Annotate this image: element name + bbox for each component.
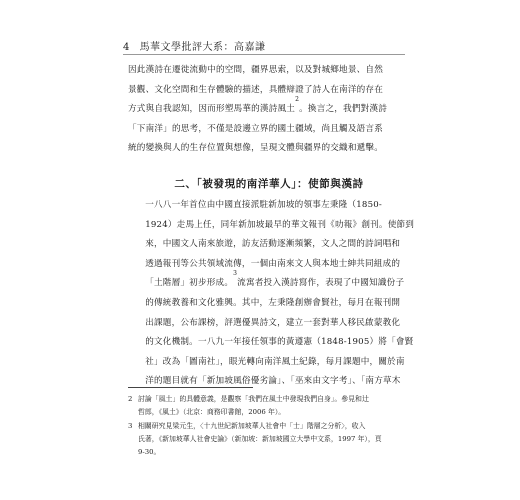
text-line: 洋的題目就有「新加坡風俗優劣論」、「巫來由文字考」、「南方草木 [145, 376, 401, 387]
text-line: 1924）走馬上任，同年新加坡最早的華文報刊《叻報》創刊。使節到 [145, 219, 415, 230]
section-heading: 二、「被發現的南洋華人」：使節與漢詩 [174, 178, 364, 190]
text-segment: 方式與自我認知，因而形塑馬華的漢詩風土 [128, 104, 296, 115]
text-segment: 。換言之，我們對漢詩 [299, 104, 388, 115]
text-line: 景觀、文化空間和生存體驗的描述，具體辯證了詩人在南洋的存在 [128, 84, 384, 95]
text-line: 透過報刊等公共領域流傳，一個由南來文人與本地士紳共同組成的 [145, 258, 401, 269]
footnote-text: 氏著，《新加坡華人社會史論》（新加坡：新加坡國立大學中文系，1997 年），頁 [138, 435, 382, 443]
page-number: 4 [123, 42, 130, 53]
footnote-number: 2 [128, 395, 133, 403]
footnote-text: 討論「風土」的具體意義，是觀察「我們在風土中發現我們自身」。參見和辻 [138, 395, 369, 403]
text-line: 一八八一年首位由中國直接派駐新加坡的領事左秉隆（1850- [145, 200, 383, 210]
text-line: 來，中國文人南來旅遊，訪友活動逐漸頻繁，文人之間的詩詞唱和 [145, 239, 401, 250]
running-title: 馬華文學批評大系：高嘉謙 [139, 42, 266, 53]
footnote-ref[interactable]: 2 [295, 96, 300, 104]
footnote [128, 393, 410, 419]
footnote-ref[interactable]: 3 [233, 270, 238, 278]
footnote-text: 相關研究見梁元生，〈十九世紀新加坡華人社會中「士」階層之分析〉，收入 [138, 422, 366, 430]
paragraph-2 [128, 196, 415, 392]
header-rule [123, 54, 405, 55]
paragraph-1 [128, 61, 410, 159]
footnote-number: 3 [128, 422, 133, 430]
footnote-rule [128, 387, 253, 388]
running-header [123, 38, 266, 53]
text-line: 社」改為「圖南社」，眼光轉向南洋風土紀錄，每月課題中，關於南 [145, 356, 405, 367]
text-line: 的文化機制。一八九一年接任領事的黃遵憲（1848-1905）將「會賢 [145, 337, 414, 348]
text-line: 統的變換與人的生存位置與想像，呈現文體與疆界的交織和遞擊。 [128, 143, 384, 154]
text-line: 因此漢詩在遷徙流動中的空間，疆界思索，以及對城鄉地景、自然 [128, 65, 384, 75]
footnotes [128, 393, 410, 460]
footnote-text: 哲郎，《風土》（北京：商務印書館，2006 年）。 [138, 408, 286, 416]
text-line: 出課題，公布課榜，評選優異詩文，建立一套對華人移民啟蒙教化 [145, 317, 401, 328]
text-line [128, 270, 410, 294]
footnote [128, 420, 410, 459]
text-segment: 流寓者投入漢詩寫作，表現了中國知識份子 [237, 278, 405, 289]
text-line: 的傳統教養和文化雅興。其中，左秉隆創辦會賢社，每月在報刊開 [145, 297, 401, 308]
text-line [128, 96, 410, 120]
text-line: 「下南洋」的思考，不僅是設邊立界的國土疆域，尚且觸及語言系 [128, 123, 384, 134]
text-segment: 「土階層」初步形成。 [145, 278, 234, 289]
footnote-text: 9-30。 [138, 448, 161, 456]
